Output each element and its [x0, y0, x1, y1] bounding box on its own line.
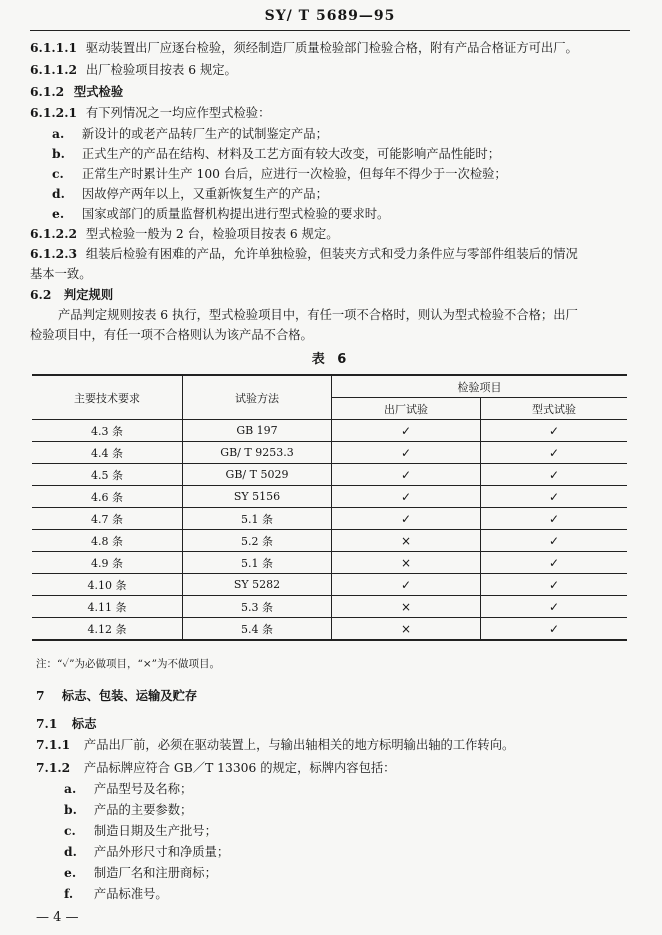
cell-requirement: 4.9 条 — [32, 552, 183, 574]
cell-factory: ✓ — [332, 486, 481, 508]
list-item — [64, 802, 192, 818]
table-row — [32, 618, 627, 641]
table-row — [32, 508, 627, 530]
list-item — [52, 126, 328, 142]
cell-requirement: 4.6 条 — [32, 486, 183, 508]
item-text: 制造厂名和注册商标； — [93, 866, 217, 880]
clause-number: 6.1.2.1 — [30, 105, 78, 120]
item-letter: c. — [64, 823, 76, 838]
table-row — [32, 442, 627, 464]
cell-method: 5.2 条 — [183, 530, 332, 552]
clause-7-1-1 — [36, 737, 514, 753]
section-6-2-heading — [30, 287, 113, 303]
item-text: 正常生产时累计生产 100 台后，应进行一次检验，但每年不得少于一次检验； — [81, 167, 507, 181]
table-row — [32, 464, 627, 486]
table-row — [32, 530, 627, 552]
cell-requirement: 4.10 条 — [32, 574, 183, 596]
list-item — [64, 823, 217, 839]
cell-factory: ✓ — [332, 464, 481, 486]
clause-6-1-1-1 — [30, 40, 578, 56]
cell-factory: ✓ — [332, 420, 481, 442]
section-6-2-paragraph-line1: 产品判定规则按表 6 执行，型式检验项目中，有任一项不合格时，则认为型式检验不合格；出厂 — [58, 308, 578, 322]
item-text: 因故停产两年以上，又重新恢复生产的产品； — [81, 187, 328, 201]
list-item — [64, 781, 192, 797]
table-row — [32, 420, 627, 442]
item-letter: d. — [52, 186, 65, 201]
item-letter: b. — [52, 146, 65, 161]
table-caption: 表 6 — [311, 352, 351, 367]
table-row — [32, 596, 627, 618]
cell-type: ✓ — [481, 442, 628, 464]
item-letter: e. — [64, 865, 77, 880]
clause-text: 组装后检验有困难的产品，允许单独检验，但装夹方式和受力条件应与零部件组装后的情况 — [85, 247, 578, 261]
cell-method: 5.1 条 — [183, 552, 332, 574]
section-title: 判定规则 — [63, 288, 114, 302]
clause-6-1-2-heading — [30, 84, 123, 100]
cell-method: GB 197 — [183, 420, 332, 442]
item-letter: a. — [64, 781, 77, 796]
clause-6-1-2-2 — [30, 226, 339, 242]
item-letter: e. — [52, 206, 65, 221]
clause-7-1-2 — [36, 760, 395, 776]
cell-type: ✓ — [481, 464, 628, 486]
cell-factory: × — [332, 552, 481, 574]
cell-method: 5.3 条 — [183, 596, 332, 618]
item-letter: a. — [52, 126, 65, 141]
page-number: — 4 — — [36, 910, 79, 925]
cell-factory: ✓ — [332, 574, 481, 596]
clause-number: 6.1.2.2 — [30, 226, 78, 241]
cell-requirement: 4.8 条 — [32, 530, 183, 552]
clause-number: 6.1.1.2 — [30, 62, 78, 77]
section-number: 6.2 — [30, 287, 52, 302]
clause-6-1-2-3-continued: 基本一致。 — [30, 267, 92, 281]
clause-title: 型式检验 — [73, 85, 124, 99]
clause-text: 型式检验一般为 2 台，检验项目按表 6 规定。 — [85, 227, 339, 241]
cell-factory: ✓ — [332, 508, 481, 530]
item-text: 正式生产的产品在结构、材料及工艺方面有较大改变，可能影响产品性能时； — [81, 147, 501, 161]
item-text: 产品的主要参数； — [93, 803, 193, 817]
section-number: 7.1 — [36, 716, 58, 731]
cell-method: GB/ T 5029 — [183, 464, 332, 486]
cell-method: 5.1 条 — [183, 508, 332, 530]
cell-method: SY 5282 — [183, 574, 332, 596]
clause-number: 6.1.1.1 — [30, 40, 78, 55]
cell-factory: × — [332, 530, 481, 552]
section-7-1-heading — [36, 716, 97, 732]
cell-type: ✓ — [481, 552, 628, 574]
table-row — [32, 552, 627, 574]
table-row — [32, 574, 627, 596]
header-requirement: 主要技术要求 — [32, 375, 183, 420]
clause-text: 产品出厂前，必须在驱动装置上，与输出轴相关的地方标明输出轴的工作转向。 — [83, 738, 515, 752]
cell-type: ✓ — [481, 508, 628, 530]
list-item — [64, 865, 217, 881]
list-item — [52, 186, 328, 202]
cell-method: GB/ T 9253.3 — [183, 442, 332, 464]
list-item — [64, 886, 168, 902]
header-inspection-items: 检验项目 — [332, 375, 628, 398]
clause-6-1-1-2 — [30, 62, 237, 78]
cell-factory: × — [332, 618, 481, 641]
cell-method: 5.4 条 — [183, 618, 332, 641]
section-7-heading — [36, 688, 197, 704]
cell-factory: ✓ — [332, 442, 481, 464]
list-item — [52, 146, 500, 162]
item-letter: c. — [52, 166, 64, 181]
cell-factory: × — [332, 596, 481, 618]
cell-requirement: 4.12 条 — [32, 618, 183, 641]
item-text: 新设计的或老产品转厂生产的试制鉴定产品； — [81, 127, 328, 141]
document-header: SY/ T 5689—95 — [264, 8, 396, 24]
header-method: 试验方法 — [183, 375, 332, 420]
list-item — [64, 844, 229, 860]
section-number: 7 — [36, 688, 45, 703]
cell-requirement: 4.3 条 — [32, 420, 183, 442]
item-letter: b. — [64, 802, 77, 817]
cell-type: ✓ — [481, 486, 628, 508]
section-title: 标志 — [71, 717, 97, 731]
cell-type: ✓ — [481, 530, 628, 552]
table-row — [32, 486, 627, 508]
clause-text: 产品标牌应符合 GB／T 13306 的规定，标牌内容包括： — [83, 761, 396, 775]
clause-number: 6.1.2 — [30, 84, 65, 99]
table-note: 注：“✓”为必做项目，“×”为不做项目。 — [36, 658, 221, 670]
cell-method: SY 5156 — [183, 486, 332, 508]
header-rule — [30, 30, 630, 31]
cell-type: ✓ — [481, 596, 628, 618]
cell-type: ✓ — [481, 420, 628, 442]
inspection-table — [32, 374, 627, 641]
clause-6-1-2-3 — [30, 246, 578, 262]
clause-text: 有下列情况之一均应作型式检验： — [85, 106, 271, 120]
header-type-test: 型式试验 — [481, 398, 628, 420]
clause-text: 出厂检验项目按表 6 规定。 — [85, 63, 237, 77]
item-text: 产品型号及名称； — [93, 782, 193, 796]
cell-requirement: 4.11 条 — [32, 596, 183, 618]
cell-requirement: 4.4 条 — [32, 442, 183, 464]
list-item — [52, 206, 389, 222]
cell-type: ✓ — [481, 618, 628, 641]
clause-number: 6.1.2.3 — [30, 246, 78, 261]
cell-type: ✓ — [481, 574, 628, 596]
item-text: 国家或部门的质量监督机构提出进行型式检验的要求时。 — [81, 207, 390, 221]
cell-requirement: 4.7 条 — [32, 508, 183, 530]
clause-number: 7.1.2 — [36, 760, 71, 775]
header-factory-test: 出厂试验 — [332, 398, 481, 420]
item-letter: d. — [64, 844, 77, 859]
item-letter: f. — [64, 886, 74, 901]
list-item — [52, 166, 507, 182]
section-6-2-paragraph-line2: 检验项目中，有任一项不合格则认为该产品不合格。 — [30, 328, 313, 342]
clause-number: 7.1.1 — [36, 737, 71, 752]
item-text: 产品外形尺寸和净质量； — [93, 845, 230, 859]
item-text: 制造日期及生产批号； — [93, 824, 217, 838]
clause-text: 驱动装置出厂应逐台检验，须经制造厂质量检验部门检验合格，附有产品合格证方可出厂。 — [85, 41, 578, 55]
item-text: 产品标准号。 — [93, 887, 168, 901]
cell-requirement: 4.5 条 — [32, 464, 183, 486]
clause-6-1-2-1 — [30, 105, 270, 121]
section-title: 标志、包装、运输及贮存 — [61, 689, 198, 703]
